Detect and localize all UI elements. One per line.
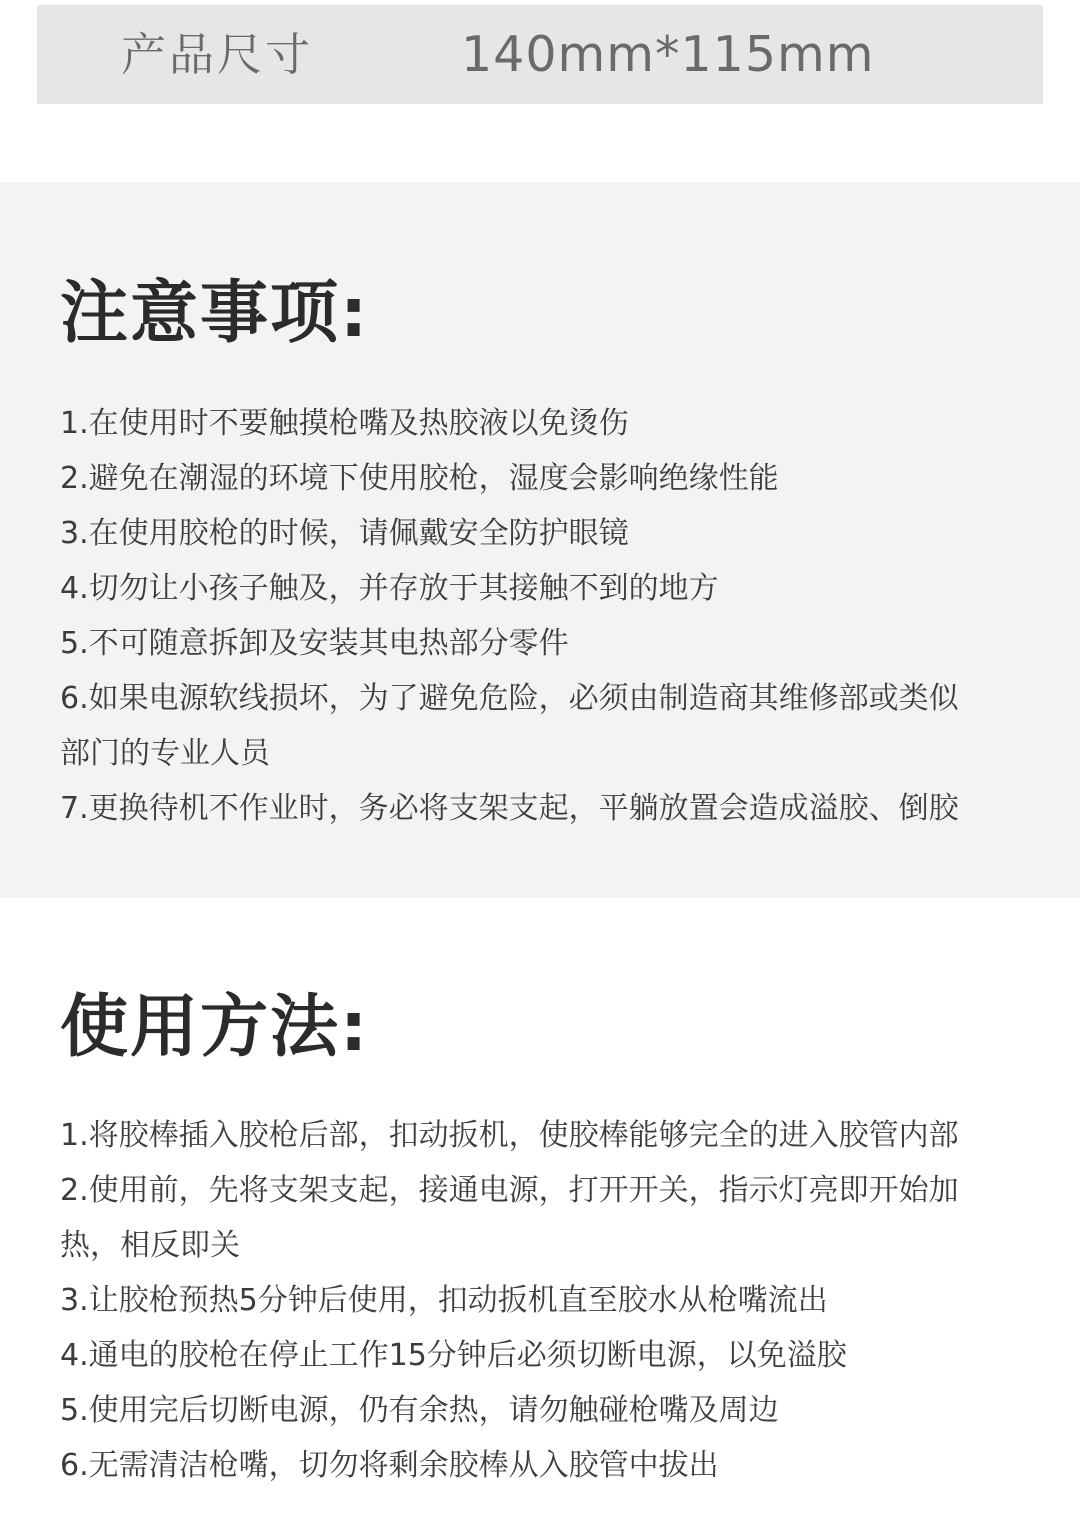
notes-line: 6.如果电源软线损坏，为了避免危险，必须由制造商其维修部或类似 <box>60 681 959 716</box>
spec-label: 产品尺寸 <box>121 28 314 81</box>
spec-row <box>37 5 1043 104</box>
usage-line: 5.使用完后切断电源，仍有余热，请勿触碰枪嘴及周边 <box>60 1393 779 1428</box>
notes-line: 5.不可随意拆卸及安装其电热部分零件 <box>60 626 569 661</box>
notes-list <box>60 396 1030 836</box>
spec-value: 140mm*115mm <box>461 26 875 83</box>
usage-line: 3.让胶枪预热5分钟后使用，扣动扳机直至胶水从枪嘴流出 <box>60 1283 828 1318</box>
notes-line: 7.更换待机不作业时，务必将支架支起，平躺放置会造成溢胶、倒胶 <box>60 791 959 826</box>
notes-line: 4.切勿让小孩子触及，并存放于其接触不到的地方 <box>60 571 719 606</box>
usage-list <box>60 1108 1030 1493</box>
notes-title: 注意事项: <box>60 274 370 353</box>
notes-line: 2.避免在潮湿的环境下使用胶枪，湿度会影响绝缘性能 <box>60 461 779 496</box>
usage-line: 4.通电的胶枪在停止工作15分钟后必须切断电源，以免溢胶 <box>60 1338 847 1373</box>
usage-line: 6.无需清洁枪嘴，切勿将剩余胶棒从入胶管中拔出 <box>60 1448 719 1483</box>
usage-title: 使用方法: <box>60 988 370 1067</box>
notes-line: 部门的专业人员 <box>60 736 270 771</box>
notes-line: 1.在使用时不要触摸枪嘴及热胶液以免烫伤 <box>60 406 629 441</box>
usage-line: 热，相反即关 <box>60 1228 240 1263</box>
usage-line: 1.将胶棒插入胶枪后部，扣动扳机，使胶棒能够完全的进入胶管内部 <box>60 1118 959 1153</box>
usage-line: 2.使用前，先将支架支起，接通电源，打开开关，指示灯亮即开始加 <box>60 1173 959 1208</box>
usage-section <box>0 898 1080 1537</box>
notes-section <box>0 182 1080 898</box>
notes-line: 3.在使用胶枪的时候，请佩戴安全防护眼镜 <box>60 516 629 551</box>
